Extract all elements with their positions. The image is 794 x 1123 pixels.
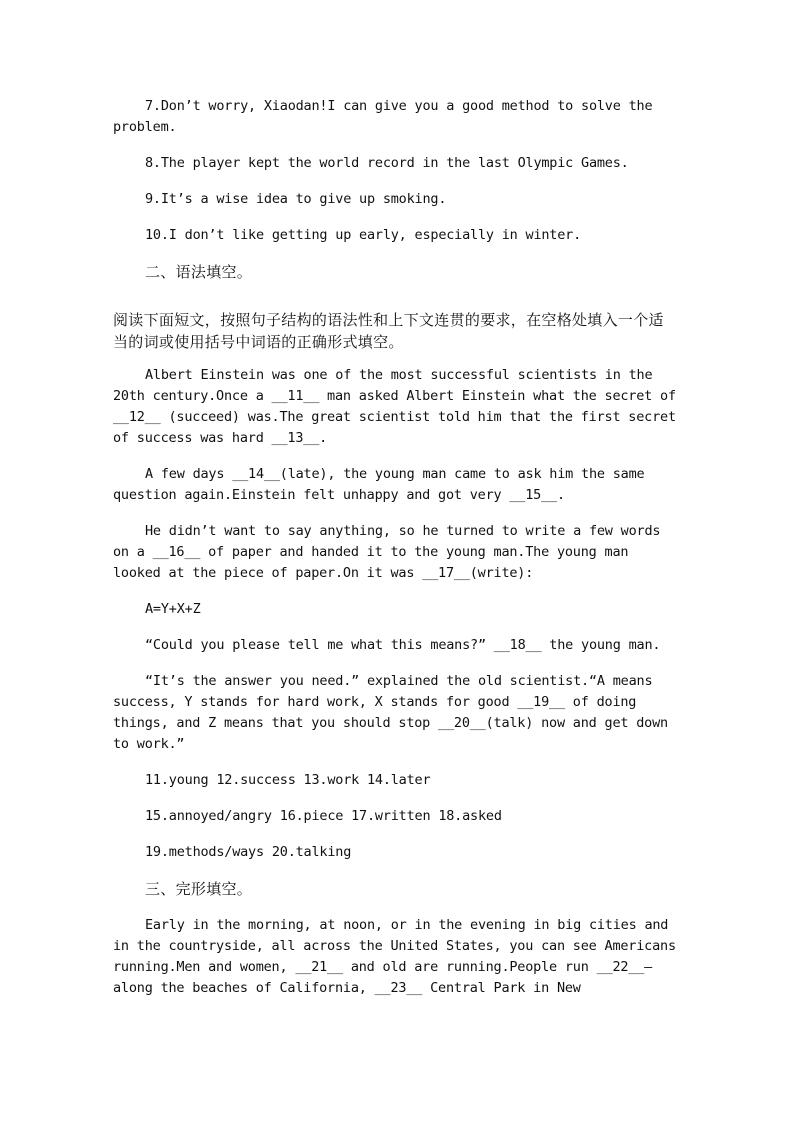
passage-paragraph: A few days __14__(late), the young man came to ask him the same question again.Einstein felt unhappy and got very __15__. xyxy=(113,466,653,503)
passage-paragraph: He didn’t want to say anything, so he turned to write a few words on a __16__ of paper and handed it to the young man.The young man looked at the piece of paper.On it was __17__(write): xyxy=(113,523,669,581)
passage-paragraph: “Could you please tell me what this means?” __18__ the young man. xyxy=(145,637,661,653)
passage-paragraph: Early in the morning, at noon, or in the evening in big cities and in the countryside, all across the United States, you can see Americans running.Men and women, __21__ and old are running.People run __22__—along the beaches of California, __23__ Central Park in New xyxy=(113,917,684,996)
passage-paragraph: “It’s the answer you need.” explained the old scientist.“A means success, Y stands for hard work, X stands for good __19__ of doing things, and Z means that you should stop __20__(talk) now and get down to work.” xyxy=(113,673,676,752)
sentence-8: 8.The player kept the world record in the last Olympic Games. xyxy=(145,155,629,171)
section-heading-grammar-fill: 二、语法填空。 xyxy=(145,263,253,281)
sentence-10: 10.I don’t like getting up early, especially in winter. xyxy=(145,227,582,243)
section-heading-cloze: 三、完形填空。 xyxy=(145,880,253,898)
answer-line: 11.young 12.success 13.work 14.later xyxy=(145,772,431,788)
sentence-9: 9.It’s a wise idea to give up smoking. xyxy=(145,191,447,207)
formula-line: A=Y+X+Z xyxy=(145,601,201,617)
document-page xyxy=(113,96,684,1014)
passage-paragraph: Albert Einstein was one of the most successful scientists in the 20th century.Once a __11__ man asked Albert Einstein what the secret of __12__ (succeed) was.The great scientist told him that the first secret of success was hard __13__. xyxy=(113,367,684,446)
answer-line: 15.annoyed/angry 16.piece 17.written 18.asked xyxy=(145,808,502,824)
section-instructions: 阅读下面短文，按照句子结构的语法性和上下文连贯的要求，在空格处填入一个适当的词或使用括号中词语的正确形式填空。 xyxy=(113,311,664,351)
sentence-7: 7.Don’t worry, Xiaodan!I can give you a good method to solve the problem. xyxy=(113,98,661,135)
answer-line: 19.methods/ways 20.talking xyxy=(145,844,352,860)
